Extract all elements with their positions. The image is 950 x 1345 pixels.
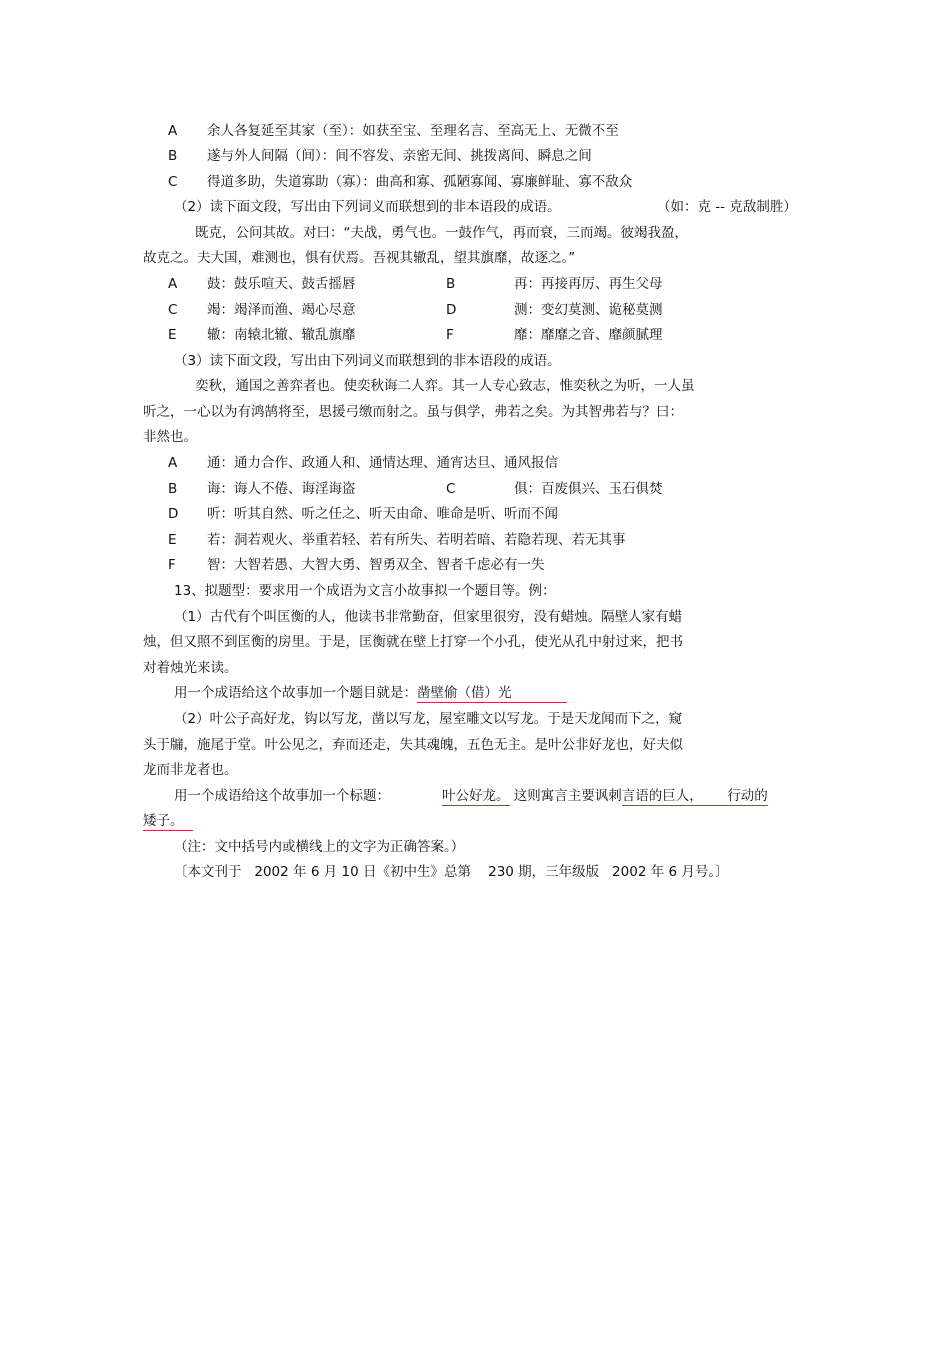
q3-passage-line: 听之，一心以为有鸿鹄将至，思援弓缴而射之。虽与俱学，弗若之矣。为其智弗若与？曰：	[143, 404, 683, 420]
q2-option-e: E	[168, 327, 177, 343]
q2-heading: （2）读下面文段，写出由下列词义而联想到的非本语段的成语。	[174, 199, 561, 215]
q1-option-c-text: 得道多助，失道寡助（寡）：曲高和寡、孤陋寡闻、寡廉鲜耻、寡不敌众	[207, 174, 633, 190]
story2-prompt: 用一个成语给这个故事加一个标题：	[174, 788, 390, 804]
q3-option-e: E	[168, 532, 177, 548]
source-citation: 〔本文刊于 2002 年 6 月 10 日《初中生》总第 230 期，三年级版 2002 年 6 月号。〕	[174, 864, 729, 880]
q2-option-d-text: 测：变幻莫测、诡秘莫测	[514, 302, 663, 318]
story1-line: 对着烛光来读。	[143, 660, 238, 676]
q2-option-b-text: 再：再接再厉、再生父母	[514, 276, 663, 292]
q3-option-e-text: 若：洞若观火、举重若轻、若有所失、若明若暗、若隐若现、若无其事	[207, 532, 626, 548]
q1-option-a	[168, 123, 177, 139]
story2-answer-line	[442, 788, 768, 806]
story2-answer: 叶公好龙。	[442, 788, 510, 804]
story2-answer2: 言语的巨人，	[622, 788, 718, 806]
q3-option-a: A	[168, 455, 178, 471]
story2-mid-text: 这则寓言主要讽刺	[513, 788, 622, 804]
q2-option-f-text: 靡：靡靡之音、靡颜腻理	[514, 327, 663, 343]
option-letter: A	[168, 123, 178, 139]
q2-option-d: D	[446, 302, 457, 318]
story2-line: 头于牖，施尾于堂。叶公见之，弃而还走，失其魂魄，五色无主。是叶公非好龙也，好夫似	[143, 737, 683, 753]
q13-heading: 13、拟题型：要求用一个成语为文言小故事拟一个题目等。例：	[174, 583, 556, 599]
story1-answer: 凿壁偷（借）光	[417, 685, 567, 703]
q3-option-a-text: 通：通力合作、政通人和、通情达理、通宵达旦、通风报信	[207, 455, 558, 471]
q1-option-b: B	[168, 148, 178, 164]
q3-passage-line: 非然也。	[143, 429, 197, 445]
q3-option-b-text: 诲：诲人不倦、诲淫诲盗	[207, 481, 356, 497]
q3-heading: （3）读下面文段，写出由下列词义而联想到的非本语段的成语。	[174, 353, 561, 369]
story1-prompt	[174, 685, 567, 703]
q1-option-a-text: 余人各复延至其家（至）：如获至宝、至理名言、至高无上、无微不至	[207, 123, 619, 139]
q2-option-a-text: 鼓：鼓乐喧天、鼓舌摇唇	[207, 276, 356, 292]
q1-option-b-text: 遂与外人间隔（间）：间不容发、亲密无间、挑拨离间、瞬息之间	[207, 148, 592, 164]
q3-option-f: F	[168, 557, 176, 573]
q3-option-c-text: 俱：百废俱兴、玉石俱焚	[514, 481, 663, 497]
q2-option-c-text: 竭：竭泽而渔、竭心尽意	[207, 302, 356, 318]
q2-option-b: B	[446, 276, 456, 292]
answer-note: （注：文中括号内或横线上的文字为正确答案。）	[174, 839, 465, 855]
story1-line: （1）古代有个叫匡衡的人，他读书非常勤奋，但家里很穷，没有蜡烛。隔壁人家有蜡	[174, 609, 683, 625]
story2-answer4-line	[143, 813, 193, 831]
q2-option-f: F	[446, 327, 454, 343]
story1-line: 烛，但又照不到匡衡的房里。于是，匡衡就在壁上打穿一个小孔，使光从孔中射过来，把书	[143, 634, 683, 650]
q3-passage-line: 奕秋，通国之善弈者也。使奕秋诲二人弈。其一人专心致志，惟奕秋之为听，一人虽	[195, 378, 695, 394]
q3-option-b: B	[168, 481, 178, 497]
q3-option-d: D	[168, 506, 179, 522]
story1-prompt-text: 用一个成语给这个故事加一个题目就是：	[174, 685, 417, 701]
story2-answer3: 行动的	[718, 788, 768, 806]
q2-option-a: A	[168, 276, 178, 292]
q2-example: （如：克 -- 克敌制胜）	[657, 199, 797, 215]
story2-line: （2）叶公子高好龙，钩以写龙，凿以写龙，屋室雕文以写龙。于是天龙闻而下之，窥	[174, 711, 683, 727]
q1-option-c: C	[168, 174, 178, 190]
q2-passage-line: 既克，公问其故。对曰：“夫战，勇气也。一鼓作气，再而衰，三而竭。彼竭我盈，	[195, 225, 688, 241]
q2-passage-line: 故克之。夫大国，难测也，惧有伏焉。吾视其辙乱，望其旗靡，故逐之。”	[143, 250, 576, 266]
q3-option-d-text: 听：听其自然、听之任之、听天由命、唯命是听、听而不闻	[207, 506, 558, 522]
q3-option-f-text: 智：大智若愚、大智大勇、智勇双全、智者千虑必有一失	[207, 557, 545, 573]
q2-option-e-text: 辙：南辕北辙、辙乱旗靡	[207, 327, 356, 343]
q3-option-c: C	[446, 481, 456, 497]
story2-line: 龙而非龙者也。	[143, 762, 238, 778]
q2-option-c: C	[168, 302, 178, 318]
story2-answer4: 矮子。	[143, 813, 193, 831]
